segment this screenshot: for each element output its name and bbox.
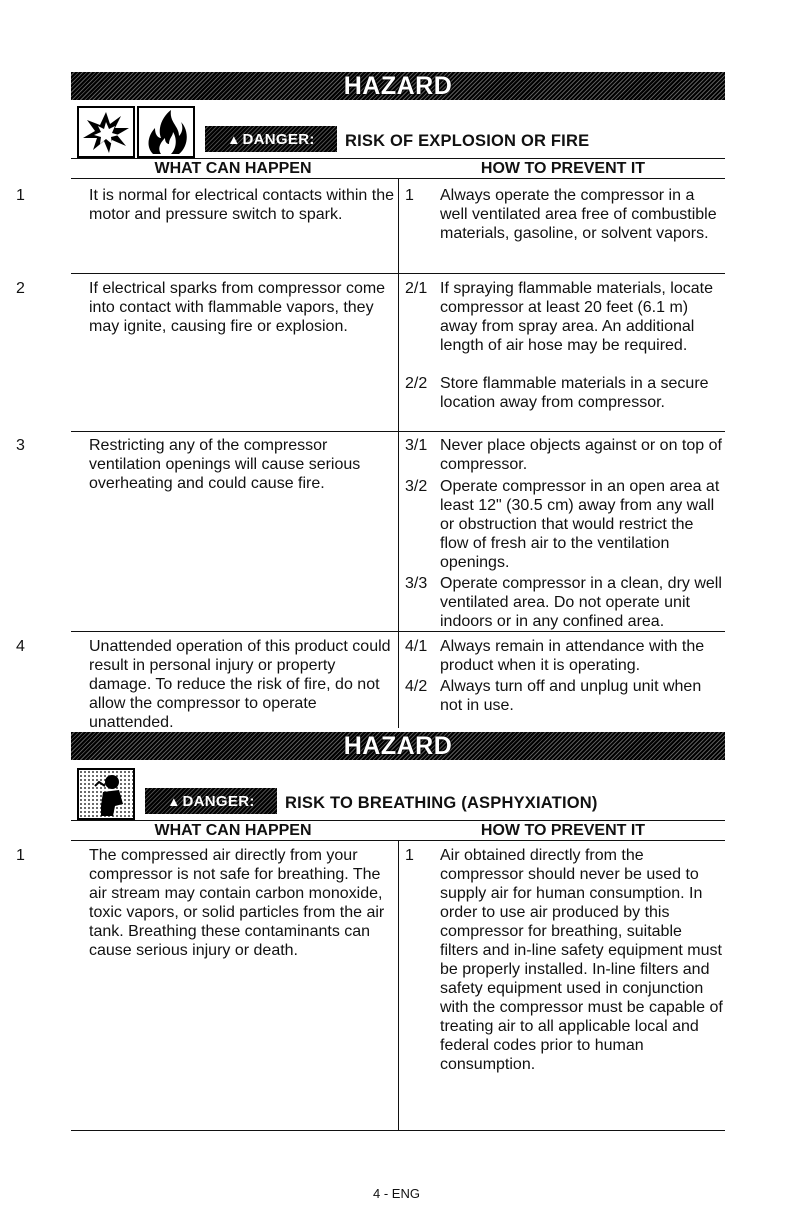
prevention-text: Operate compressor in an open area at least 12" (30.5 cm) away from any wall or obstruction that would restrict the flow of fresh air to the ventilation openings. <box>440 478 720 571</box>
risk-title: RISK OF EXPLOSION OR FIRE <box>345 132 590 150</box>
column-header-how-to-prevent: HOW TO PREVENT IT <box>480 822 646 839</box>
prevention-text: Air obtained directly from the compressor should never be used to supply air for human consumption. In order to use air produced by this compressor for breathing, suitable filters and in-line safety equipment must be properly installed. In-line filters and safety equipment used in conjunction with the compressor must be capable of treating air to all applicable local and federal codes prior to human consumption. <box>440 847 723 1073</box>
danger-label: DANGER: <box>242 130 315 148</box>
fire-icon <box>137 106 195 158</box>
prevention-number: 3/2 <box>405 478 428 495</box>
risk-header-explosion <box>71 106 725 158</box>
hazard-banner-text: HAZARD <box>343 71 453 100</box>
what-can-happen-text: Restricting any of the compressor ventilation openings will cause serious overheating and could cause fire. <box>89 437 361 492</box>
prevention-text: Never place objects against or on top of compressor. <box>440 437 722 473</box>
warning-triangle-icon: ▲ <box>167 793 181 809</box>
what-can-happen-text: It is normal for electrical contacts within the motor and pressure switch to spark. <box>89 187 395 223</box>
prevention-text: Store flammable materials in a secure location away from compressor. <box>440 375 709 411</box>
divider <box>71 431 725 432</box>
prevention-text: Always turn off and unplug unit when not in use. <box>440 678 702 714</box>
column-header-how-to-prevent: HOW TO PREVENT IT <box>480 160 646 177</box>
hazard-banner <box>71 72 725 100</box>
prevention-number: 2/2 <box>405 375 428 392</box>
hazard-banner-text: HAZARD <box>343 731 453 760</box>
divider <box>71 631 725 632</box>
hazard-banner <box>71 732 725 760</box>
row-number: 3 <box>16 437 25 454</box>
danger-badge <box>205 126 337 152</box>
divider <box>71 273 725 274</box>
what-can-happen-text: If electrical sparks from compressor come into contact with flammable vapors, they may ignite, causing fire or explosion. <box>89 280 386 335</box>
prevention-text: Always operate the compressor in a well ventilated area free of combustible materials, gasoline, or solvent vapors. <box>440 187 717 242</box>
risk-title: RISK TO BREATHING (ASPHYXIATION) <box>285 794 598 812</box>
row-number: 4 <box>16 638 25 655</box>
prevention-text: Operate compressor in a clean, dry well ventilated area. Do not operate unit indoors or in any confined area. <box>440 575 722 630</box>
risk-header-asphyxiation <box>71 768 725 820</box>
prevention-number: 4/2 <box>405 678 428 695</box>
warning-triangle-icon: ▲ <box>227 131 241 147</box>
column-divider <box>398 840 399 1130</box>
what-can-happen-text: The compressed air directly from your compressor is not safe for breathing. The air stream may contain carbon monoxide, toxic vapors, or solid particles from the air tank. Breathing these contaminants can cause serious injury or death. <box>89 847 385 959</box>
divider <box>71 158 725 159</box>
what-can-happen-text: Unattended operation of this product could result in personal injury or property damage. To reduce the risk of fire, do not allow the compressor to operate unattended. <box>89 638 391 731</box>
column-header-what-can-happen: WHAT CAN HAPPEN <box>154 160 312 177</box>
divider <box>71 820 725 821</box>
prevention-number: 4/1 <box>405 638 428 655</box>
column-divider <box>398 178 399 728</box>
prevention-number: 2/1 <box>405 280 428 297</box>
divider <box>71 1130 725 1131</box>
prevention-number: 1 <box>405 847 414 864</box>
prevention-text: If spraying flammable materials, locate compressor at least 20 feet (6.1 m) away from spray area. An additional length of air hose may be required. <box>440 280 713 354</box>
asphyxiation-icon <box>77 768 135 820</box>
column-header-what-can-happen: WHAT CAN HAPPEN <box>154 822 312 839</box>
row-number: 1 <box>16 187 25 204</box>
danger-badge <box>145 788 277 814</box>
row-number: 1 <box>16 847 25 864</box>
row-number: 2 <box>16 280 25 297</box>
danger-label: DANGER: <box>182 792 255 810</box>
prevention-text: Always remain in attendance with the product when it is operating. <box>440 638 705 674</box>
prevention-number: 1 <box>405 187 414 204</box>
prevention-number: 3/1 <box>405 437 428 454</box>
page-footer: 4 - ENG <box>373 1186 420 1201</box>
prevention-number: 3/3 <box>405 575 428 592</box>
explosion-icon <box>77 106 135 158</box>
